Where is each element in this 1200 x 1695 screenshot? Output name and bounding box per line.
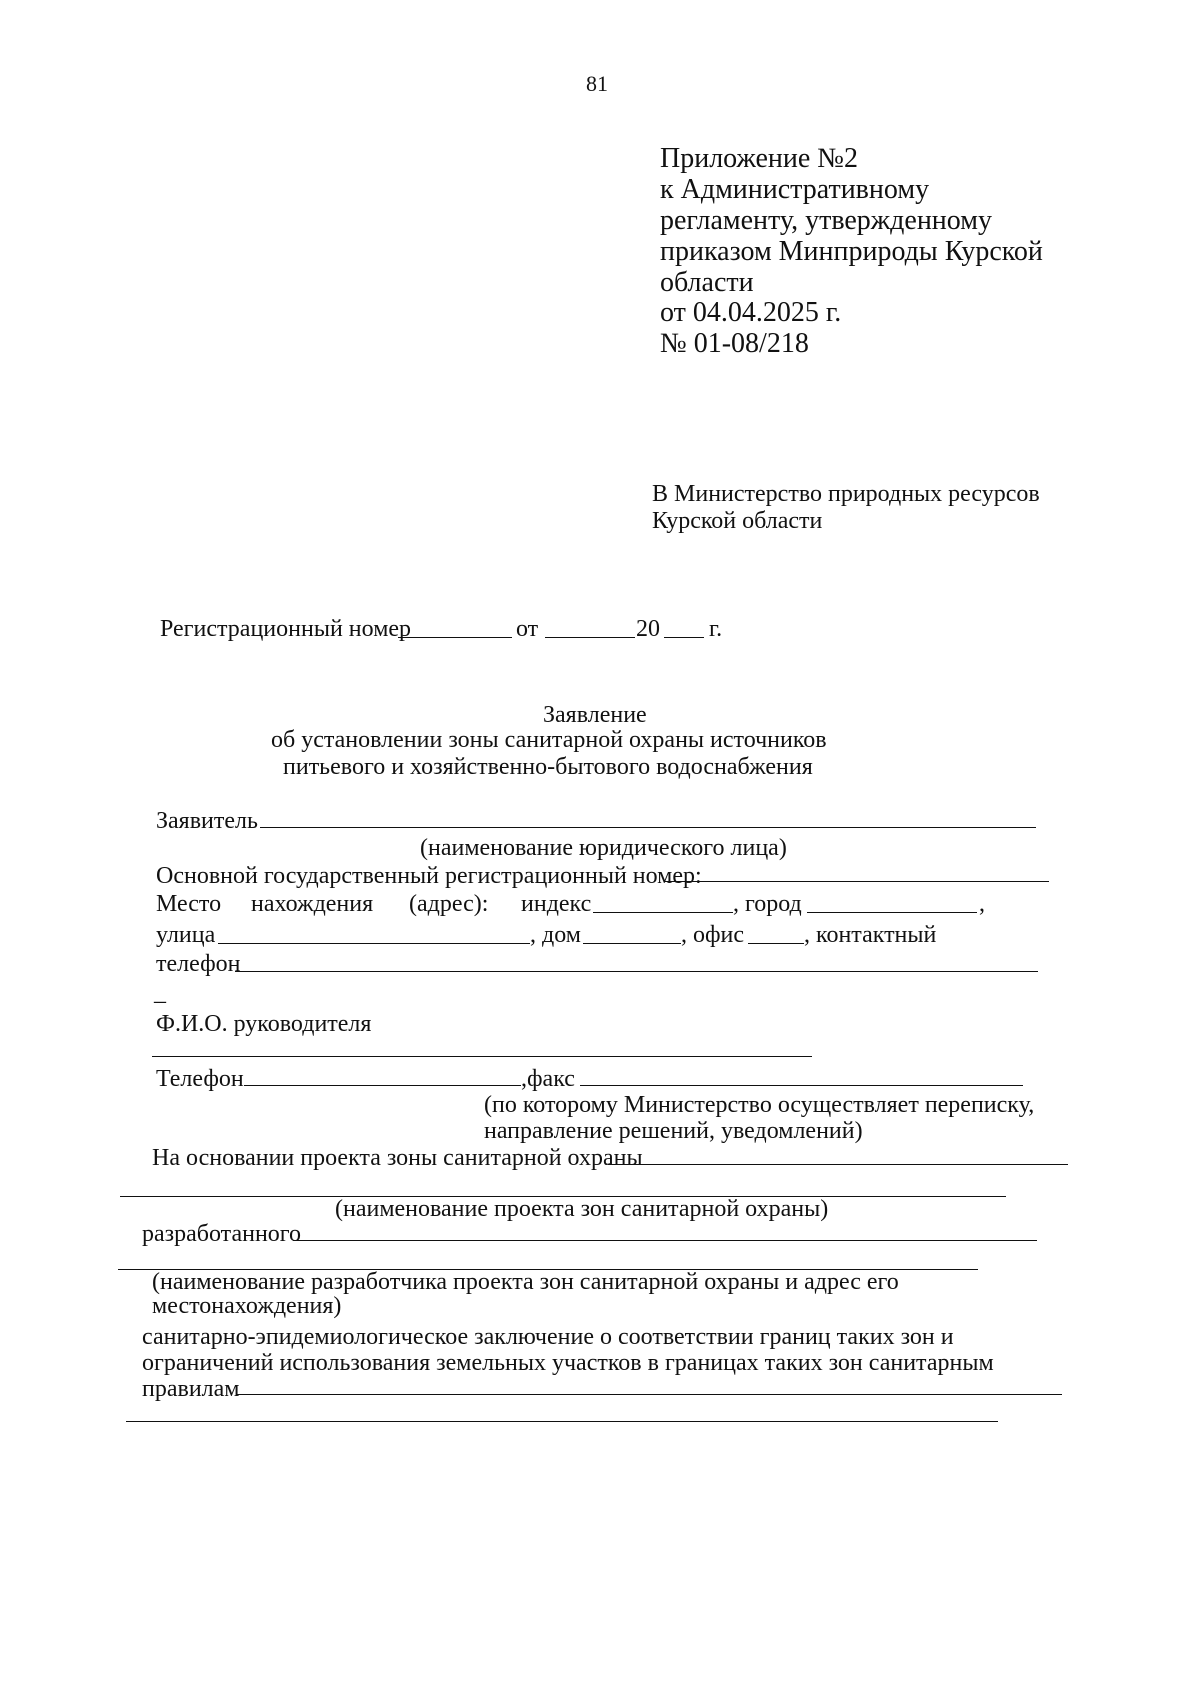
correspondence-hint: (по которому Министерство осуществляет переписку, xyxy=(484,1092,1035,1118)
location-label: Место xyxy=(156,891,222,917)
conclusion-text: санитарно-эпидемиологическое заключение о соответствии границ таких зон и xyxy=(142,1324,954,1350)
project-hint: (наименование проекта зон санитарной охраны) xyxy=(335,1196,829,1222)
conclusion-text: правилам xyxy=(142,1376,240,1402)
correspondence-hint: направление решений, уведомлений) xyxy=(484,1118,863,1144)
conclusion-field-extra[interactable] xyxy=(126,1421,998,1422)
conclusion-field[interactable] xyxy=(236,1394,1062,1395)
appendix-line: области xyxy=(660,267,754,298)
stray-dash: _ xyxy=(154,980,166,1006)
street-field[interactable] xyxy=(218,943,530,944)
developed-field[interactable] xyxy=(293,1240,1037,1241)
registration-from: от xyxy=(516,616,539,642)
ogrn-field[interactable] xyxy=(665,881,1049,882)
index-label: индекс xyxy=(521,891,592,917)
developer-hint: местонахождения) xyxy=(152,1293,342,1319)
developer-hint: (наименование разработчика проекта зон санитарной охраны и адрес его xyxy=(152,1269,899,1295)
fax-label: ,факс xyxy=(521,1066,575,1092)
appendix-line: приказом Минприроды Курской xyxy=(660,236,1043,267)
legal-entity-hint: (наименование юридического лица) xyxy=(420,835,787,861)
applicant-field[interactable] xyxy=(260,827,1036,828)
appendix-line: № 01-08/218 xyxy=(660,328,809,359)
registration-year-prefix: 20 xyxy=(636,616,660,642)
house-field[interactable] xyxy=(583,943,681,944)
registration-year-suffix: г. xyxy=(709,616,723,642)
document-subtitle: об установлении зоны санитарной охраны источников xyxy=(271,727,827,753)
registration-year-field[interactable] xyxy=(664,637,704,638)
basis-label: На основании проекта зоны санитарной охраны xyxy=(152,1145,643,1171)
head-name-field[interactable] xyxy=(152,1056,812,1057)
registration-date-field[interactable] xyxy=(545,637,635,638)
basis-field[interactable] xyxy=(608,1164,1068,1165)
developed-label: разработанного xyxy=(142,1221,302,1247)
registration-number-field[interactable] xyxy=(398,637,512,638)
office-field[interactable] xyxy=(748,943,804,944)
phone-label: Телефон xyxy=(156,1066,244,1092)
document-subtitle: питьевого и хозяйственно-бытового водоснабжения xyxy=(283,754,813,780)
appendix-line: Приложение №2 xyxy=(660,143,858,174)
document-title: Заявление xyxy=(543,702,647,728)
contact-label: , контактный xyxy=(804,922,937,948)
street-label: улица xyxy=(156,922,216,948)
ogrn-label: Основной государственный регистрационный номер: xyxy=(156,863,702,889)
registration-label: Регистрационный номер xyxy=(160,616,412,642)
index-field[interactable] xyxy=(593,912,733,913)
house-label: , дом xyxy=(530,922,581,948)
addressee-line: В Министерство природных ресурсов xyxy=(652,481,1040,507)
location-of-label: нахождения xyxy=(251,891,374,917)
addressee-line: Курской области xyxy=(652,508,823,534)
applicant-label: Заявитель xyxy=(156,808,258,834)
appendix-line: регламенту, утвержденному xyxy=(660,205,992,236)
phone-field[interactable] xyxy=(244,1085,521,1086)
city-field[interactable] xyxy=(807,912,977,913)
appendix-line: от 04.04.2025 г. xyxy=(660,297,842,328)
contact-phone-field[interactable] xyxy=(235,971,1038,972)
conclusion-text: ограничений использования земельных участков в границах таких зон санитарным xyxy=(142,1350,994,1376)
page-number: 81 xyxy=(586,71,608,96)
fax-field[interactable] xyxy=(580,1085,1023,1086)
city-label: , город xyxy=(733,891,802,917)
contact-phone-label: телефон xyxy=(156,951,241,977)
comma: , xyxy=(979,891,985,917)
office-label: , офис xyxy=(681,922,745,948)
head-name-label: Ф.И.О. руководителя xyxy=(156,1011,372,1037)
appendix-line: к Административному xyxy=(660,174,930,205)
address-label: (адрес): xyxy=(409,891,489,917)
